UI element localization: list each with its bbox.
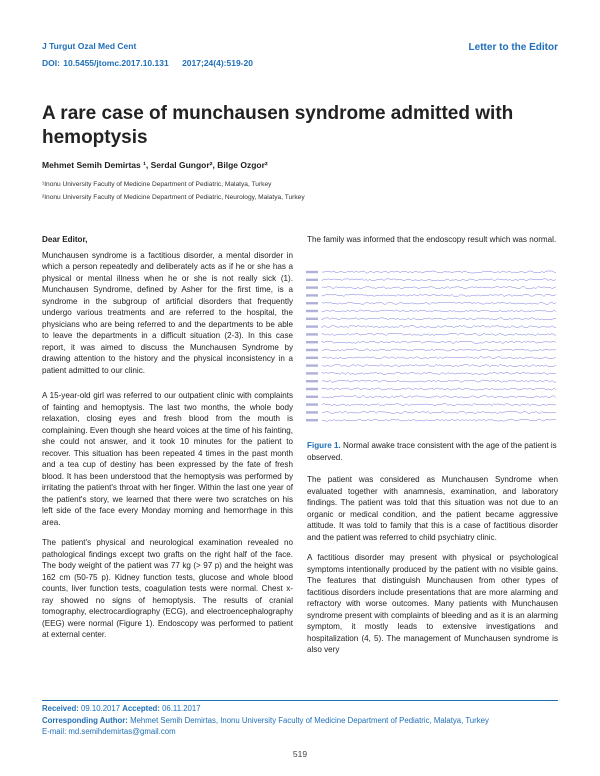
eeg-channel-trace: [322, 388, 556, 390]
channel-label: [306, 411, 318, 413]
channel-label: [306, 302, 318, 304]
eeg-channel-trace: [322, 372, 556, 374]
journal-name: J Turgut Ozal Med Cent: [42, 41, 137, 51]
paragraph: A factitious disorder may present with physical or psychological symptoms intentionally produced by the patient with no visible gains. The features that distinguish Munchausen from other types of factitious disorders include presentations that are more alarming and refractory with worse outcomes. Many patients with Munchausen syndrome present with complaints of bleeding and as it is an alarming symptom, it mostly leads to extensive investigations and hospitalization (4, 5). The management of Munchausen syndrome is also very: [307, 553, 558, 654]
figure-caption: [307, 440, 558, 463]
eeg-channel-trace: [322, 326, 556, 328]
page-number: 519: [292, 749, 308, 759]
citation: 2017;24(4):519-20: [182, 58, 253, 68]
eeg-channel-trace: [322, 396, 556, 398]
eeg-channel-trace: [322, 279, 556, 281]
eeg-channel-trace: [322, 341, 556, 343]
doi: DOI: 10.5455/jtomc.2017.10.131: [42, 58, 169, 68]
paragraph: A 15-year-old girl was referred to our outpatient clinic with complaints of fainting and hemoptysis. The last two months, the whole body relaxation, closing eyes and fresh blood from the mouth is complaining. Even though she heard voices at the time of his fainting, she could not answer, and it took 10 minutes for the patient to recover. This situation has been repeated 4 times in the past month and a tea cup of destiny has been expressed by the fate of fresh blood. It has been understood that the hemoptysis was performed by irritating the patient's throat with her finger. Within the last one year of the patient's story, we learned that there were two scratches on his left side of the face every Monday morning and hemorrhage in this area.: [42, 391, 293, 527]
eeg-figure: [304, 268, 558, 430]
channel-label: [306, 349, 318, 351]
figure-label: Figure 1.: [307, 441, 341, 450]
channel-label: [306, 388, 318, 390]
right-column: [307, 474, 558, 665]
paragraph: Munchausen syndrome is a factitious disorder, a mental disorder in which a person repeatedly and deliberately acts as if he or she has a physical or mental illness when he or she is not really sick (1). Munchausen Syndrome, defined by Asher for the first time, is a syndrome in the subgroup of artificial disorders that frequently undergo various treatments and are referred to the hospital, the physicians who are being referred to and the departments to be able to leave the departments in a difficult situation (2-3). In this case report, it was aimed to discuss the Munchausen Syndrome by drawing attention to the history and the physical inconsistency in a patient admitted to our clinic.: [42, 250, 293, 375]
channel-label: [306, 364, 318, 366]
affiliation-2: ²Inonu University Faculty of Medicine Department of Pediatric, Neurology, Malatya, Turkey: [42, 194, 305, 201]
received-date: 09.10.2017: [81, 704, 121, 713]
eeg-channel-trace: [322, 380, 556, 382]
eeg-channel-trace: [322, 365, 556, 367]
eeg-channel-trace: [322, 302, 556, 304]
channel-label: [306, 318, 318, 320]
channel-label: [306, 341, 318, 343]
footer: [42, 700, 562, 738]
accepted-date: 06.11.2017: [162, 704, 201, 713]
doi-line: [42, 58, 263, 68]
dates-line: Received: 09.10.2017 Accepted: 06.11.2017: [42, 704, 201, 713]
eeg-channel-trace: [322, 411, 556, 413]
right-top-paragraph: [307, 234, 558, 255]
eeg-channel-trace: [322, 310, 556, 312]
email-line[interactable]: E-mail: md.semihdemirtas@gmail.com: [42, 727, 176, 736]
channel-label: [306, 279, 318, 281]
channel-label: [306, 419, 318, 421]
channel-label: [306, 294, 318, 296]
eeg-channel-trace: [322, 349, 556, 351]
corresponding-author: Corresponding Author: Mehmet Semih Demirtas, Inonu University Faculty of Medicine Department of Pediatric, Malatya, Turkey: [42, 715, 489, 725]
channel-label: [306, 372, 318, 374]
channel-label: [306, 403, 318, 405]
figure-caption-text: Normal awake trace consistent with the age of the patient is observed.: [307, 441, 557, 462]
section-label: Letter to the Editor: [468, 42, 558, 53]
channel-label: [306, 357, 318, 359]
paragraph: The patient's physical and neurological examination revealed no pathological findings except two grafts on the right half of the face. The body weight of the patient was 77 kg (> 97 p) and the height was 162 cm (50-75 p). Kidney function tests, glucose and whole blood counts, liver function tests, coagulation tests were normal. Chest x-ray showed no signs of hemoptysis. The results of cranial tomography, electrocardiography (ECG), and electroencephalography (EEG) were normal (Figure 1). Endoscopy was performed to patient at external center.: [42, 538, 293, 639]
left-column: [42, 234, 293, 650]
channel-label: [306, 380, 318, 382]
eeg-channel-trace: [322, 419, 556, 421]
article-title: A rare case of munchausen syndrome admitted with hemoptysis: [42, 103, 514, 148]
eeg-channel-trace: [322, 333, 556, 335]
channel-label: [306, 396, 318, 398]
channel-label: [306, 310, 318, 312]
eeg-channel-trace: [322, 404, 556, 406]
channel-label: [306, 286, 318, 288]
affiliation-1: ¹Inonu University Faculty of Medicine Department of Pediatric, Malatya, Turkey: [42, 181, 272, 188]
eeg-channel-trace: [322, 287, 556, 289]
eeg-trace-image: [304, 268, 558, 430]
salutation: Dear Editor,: [42, 235, 88, 244]
eeg-channel-trace: [322, 271, 556, 273]
channel-label: [306, 325, 318, 327]
authors: Mehmet Semih Demirtas ¹, Serdal Gungor², Bilge Ozgor²: [42, 160, 268, 170]
channel-label: [306, 333, 318, 335]
eeg-channel-trace: [322, 318, 556, 320]
eeg-channel-trace: [322, 357, 556, 359]
paragraph: The family was informed that the endoscopy result which was normal.: [307, 235, 557, 244]
paragraph: The patient was considered as Munchausen Syndrome when evaluated together with anamnesis, examination, and laboratory findings. The patient was told that this situation was not due to an organic or medical condition, and the patient became aggressive attitude. It was told to family that this is a case of factitious disorder and the patient was referred to child psychiatry clinic.: [307, 475, 558, 542]
footer-rule: [42, 700, 558, 701]
eeg-channel-trace: [322, 294, 556, 296]
channel-label: [306, 271, 318, 273]
